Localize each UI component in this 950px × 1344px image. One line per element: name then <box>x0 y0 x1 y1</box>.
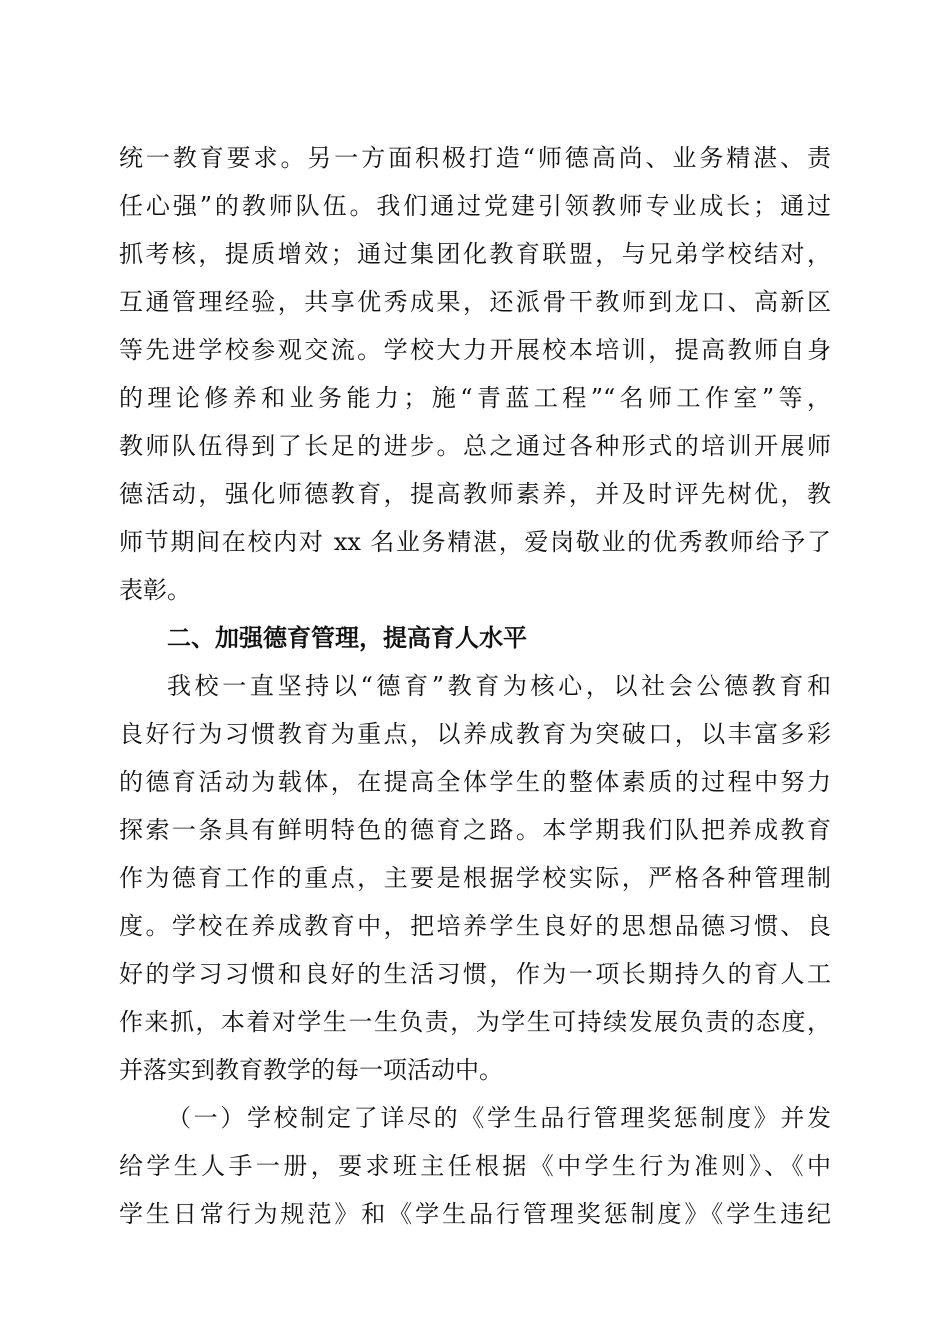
paragraph-1-line-10: 表彰。 <box>119 576 191 604</box>
paragraph-1-line-3: 抓考核，提质增效；通过集团化教育联盟，与兄弟学校结对， <box>119 240 831 268</box>
paragraph-2-line-4: 探索一条具有鲜明特色的德育之路。本学期我们队把养成教育 <box>119 816 831 844</box>
paragraph-2-line-1: 我校一直坚持以“德育”教育为核心，以社会公德教育和 <box>167 672 831 700</box>
paragraph-3-line-2: 给学生人手一册，要求班主任根据《中学生行为准则》、《中 <box>119 1152 831 1180</box>
paragraph-2-line-6: 度。学校在养成教育中，把培养学生良好的思想品德习惯、良 <box>119 912 831 940</box>
paragraph-2-line-5: 作为德育工作的重点，主要是根据学校实际，严格各种管理制 <box>119 864 831 892</box>
section-heading-2: 二、加强德育管理，提高育人水平 <box>167 624 527 652</box>
paragraph-3-line-3: 学生日常行为规范》和《学生品行管理奖惩制度》《学生违纪 <box>119 1200 831 1228</box>
paragraph-2-line-8: 作来抓，本着对学生一生负责，为学生可持续发展负责的态度， <box>119 1008 831 1036</box>
paragraph-2-line-3: 的德育活动为载体，在提高全体学生的整体素质的过程中努力 <box>119 768 831 796</box>
paragraph-1-line-8: 德活动，强化师德教育，提高教师素养，并及时评先树优，教 <box>119 480 831 508</box>
paragraph-1-line-9: 师节期间在校内对 xx 名业务精湛，爱岗敬业的优秀教师给予了 <box>119 528 831 556</box>
paragraph-2-line-9: 并落实到教育教学的每一项活动中。 <box>119 1056 503 1084</box>
paragraph-1-line-7: 教师队伍得到了长足的进步。总之通过各种形式的培训开展师 <box>119 432 831 460</box>
paragraph-1-line-5: 等先进学校参观交流。学校大力开展校本培训，提高教师自身 <box>119 336 831 364</box>
paragraph-1-line-6: 的理论修养和业务能力；施“青蓝工程”“名师工作室”等， <box>119 384 831 412</box>
paragraph-1-line-2: 任心强”的教师队伍。我们通过党建引领教师专业成长；通过 <box>119 192 831 220</box>
paragraph-3-line-1: （一）学校制定了详尽的《学生品行管理奖惩制度》并发 <box>167 1104 831 1132</box>
paragraph-1-line-4: 互通管理经验，共享优秀成果，还派骨干教师到龙口、高新区 <box>119 288 831 316</box>
paragraph-2-line-7: 好的学习习惯和良好的生活习惯，作为一项长期持久的育人工 <box>119 960 831 988</box>
paragraph-2-line-2: 良好行为习惯教育为重点，以养成教育为突破口，以丰富多彩 <box>119 720 831 748</box>
paragraph-1-line-1: 统一教育要求。另一方面积极打造“师德高尚、业务精湛、责 <box>119 144 831 172</box>
